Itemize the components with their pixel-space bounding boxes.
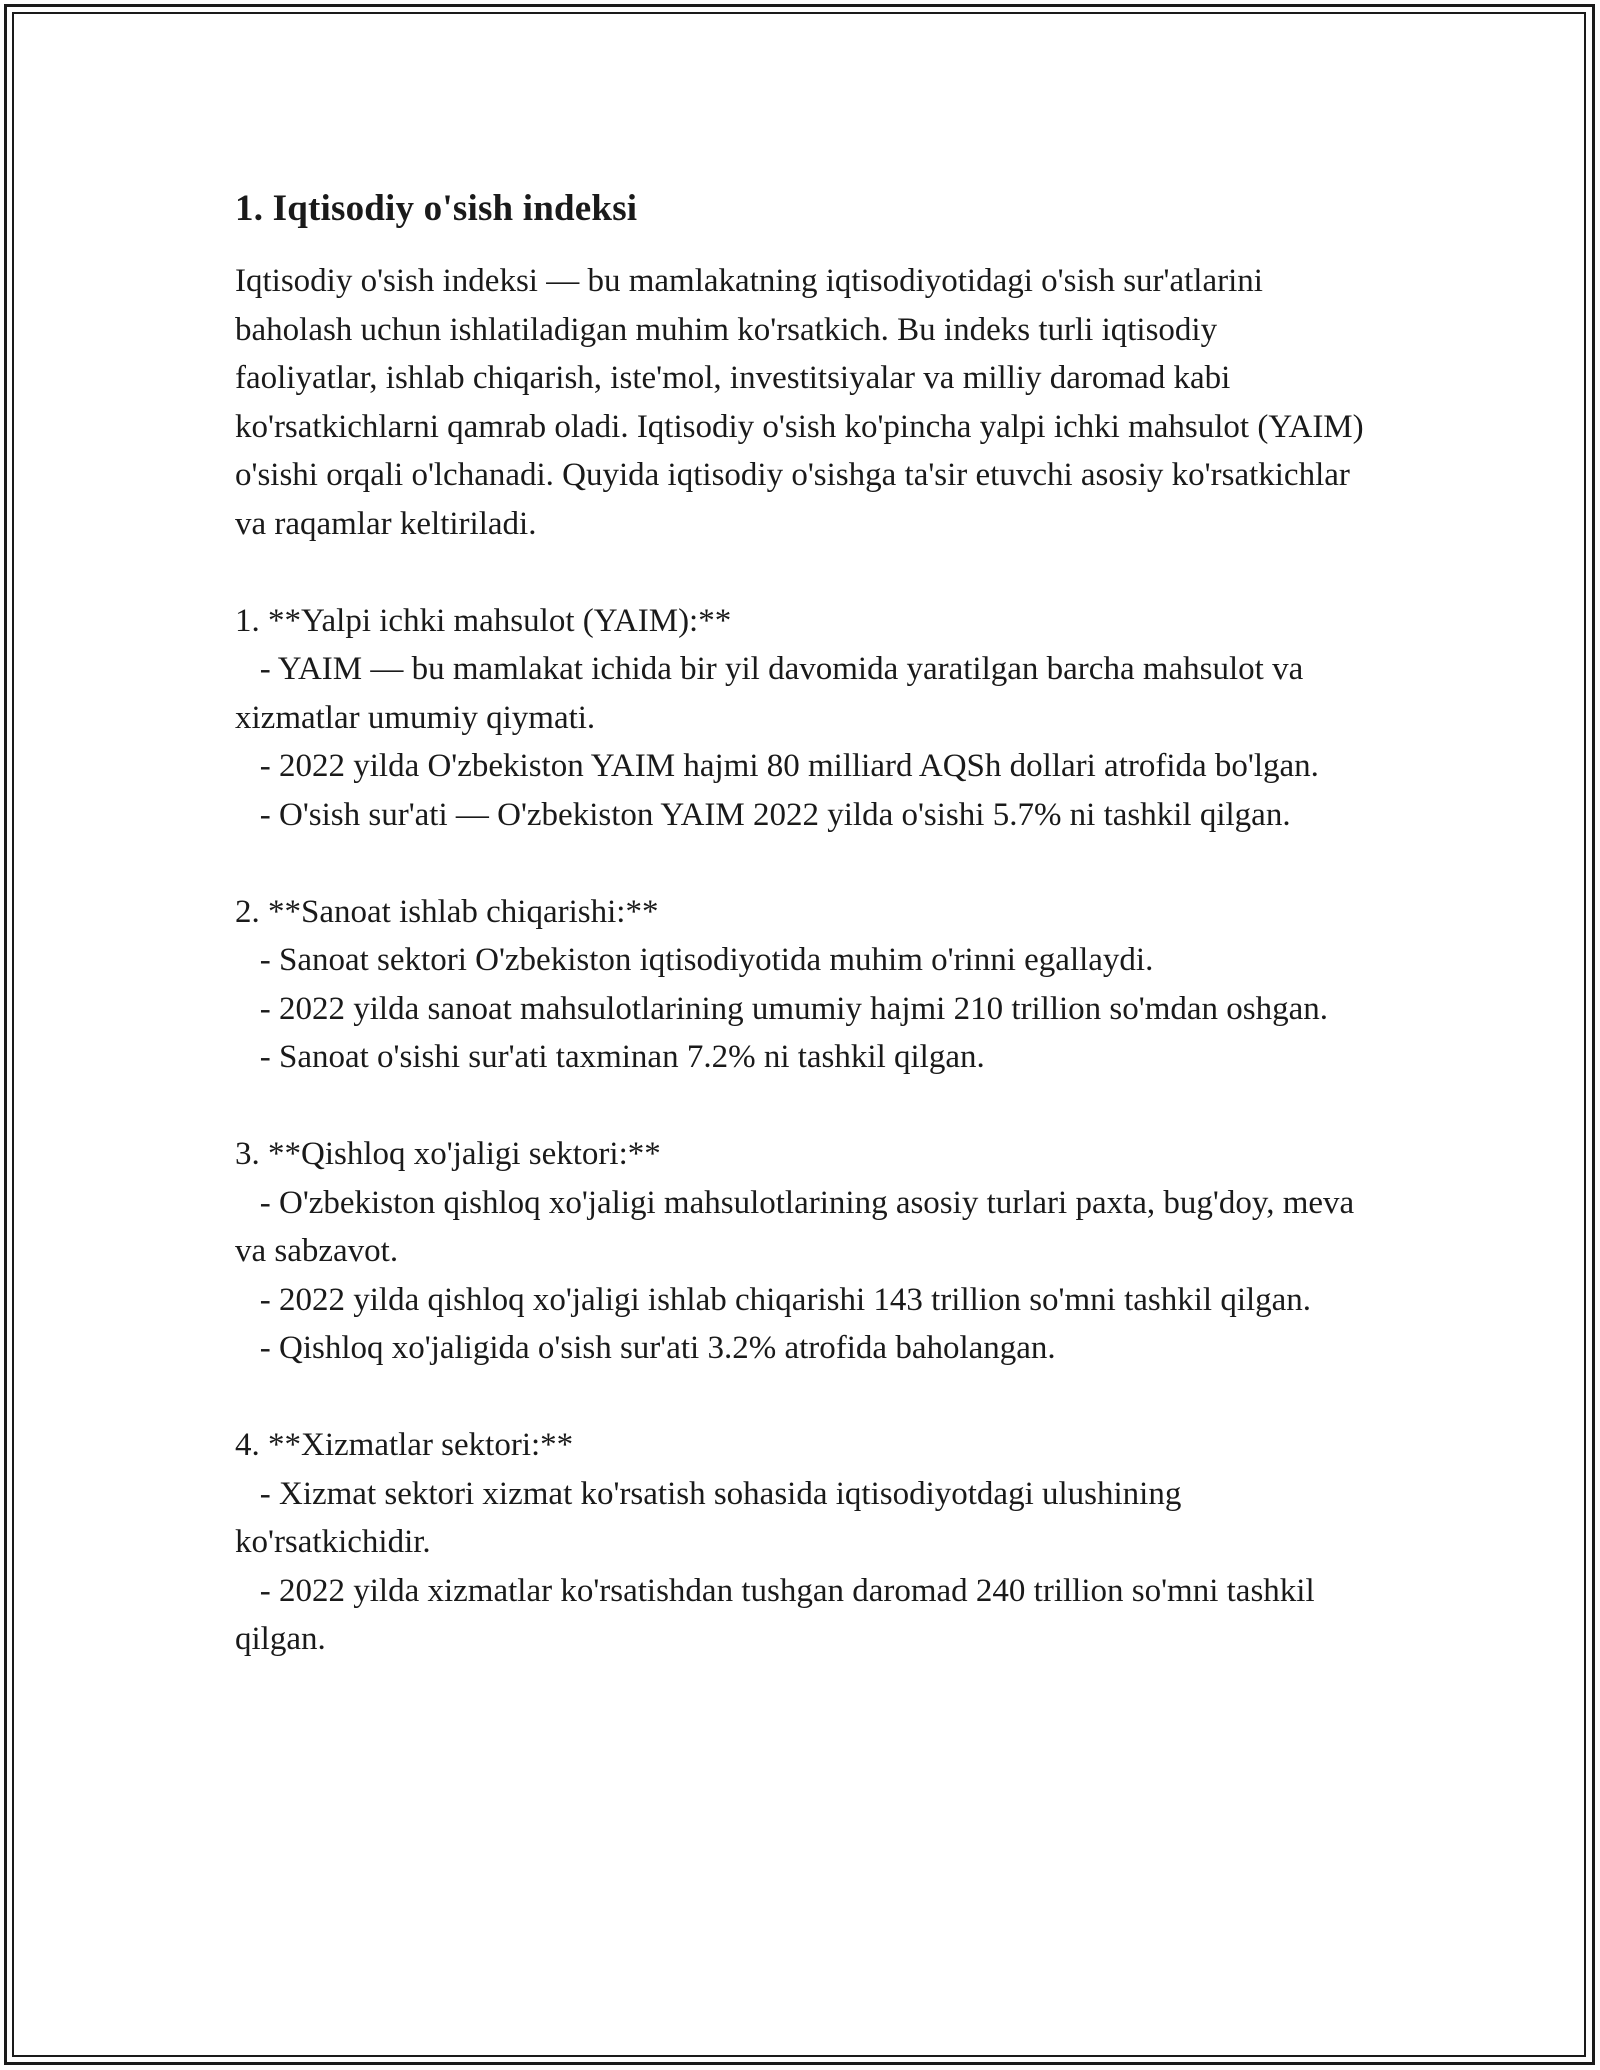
list-item: - 2022 yilda sanoat mahsulotlarining umumiy hajmi 210 trillion so'mdan oshgan. <box>235 990 1328 1027</box>
list-item: - 2022 yilda qishloq xo'jaligi ishlab chiqarishi 143 trillion so'mni tashkil qilgan. <box>235 1281 1312 1318</box>
section-industry <box>235 888 1365 1082</box>
list-item: - 2022 yilda xizmatlar ko'rsatishdan tushgan daromad 240 trillion so'mni tashkil qilgan. <box>235 1572 1323 1657</box>
section-heading: 3. **Qishloq xo'jaligi sektori:** <box>235 1136 661 1172</box>
list-item: - O'zbekiston qishloq xo'jaligi mahsulotlarining asosiy turlari paxta, bug'doy, meva va sabzavot. <box>235 1184 1363 1269</box>
section-agriculture <box>235 1130 1365 1373</box>
section-heading: 1. **Yalpi ichki mahsulot (YAIM):** <box>235 602 732 639</box>
list-item: - Sanoat sektori O'zbekiston iqtisodiyotida muhim o'rinni egallaydi. <box>235 942 1154 978</box>
list-item: - Qishloq xo'jaligida o'sish sur'ati 3.2% atrofida baholangan. <box>235 1330 1056 1366</box>
section-services <box>235 1421 1365 1664</box>
section-heading: 2. **Sanoat ishlab chiqarishi:** <box>235 893 659 930</box>
intro-paragraph: Iqtisodiy o'sish indeksi — bu mamlakatning iqtisodiyotidagi o'sish sur'atlarini baholash uchun ishlatiladigan muhim ko'rsatkich. Bu indeks turli iqtisodiy faoliyatlar, ishlab chiqarish, iste'mol, investitsiyalar va milliy daromad kabi ko'rsatkichlarni qamrab oladi. Iqtisodiy o'sish ko'pincha yalpi ichki mahsulot (YAIM) o'sishi orqali o'lchanadi. Quyida iqtisodiy o'sishga ta'sir etuvchi asosiy ko'rsatkichlar va raqamlar keltiriladi. <box>235 263 1364 542</box>
list-item: - O'sish sur'ati — O'zbekiston YAIM 2022 yilda o'sishi 5.7% ni tashkil qilgan. <box>235 796 1291 833</box>
list-item: - 2022 yilda O'zbekiston YAIM hajmi 80 milliard AQSh dollari atrofida bo'lgan. <box>235 748 1319 784</box>
list-item: - YAIM — bu mamlakat ichida bir yil davomida yaratilgan barcha mahsulot va xizmatlar umumiy qiymati. <box>235 651 1312 736</box>
document-title: 1. Iqtisodiy o'sish indeksi <box>235 188 638 229</box>
section-heading: 4. **Xizmatlar sektori:** <box>235 1427 574 1463</box>
section-gdp <box>235 597 1365 840</box>
document-body <box>235 185 1365 1664</box>
list-item: - Xizmat sektori xizmat ko'rsatish sohasida iqtisodiyotdagi ulushining ko'rsatkichidir. <box>235 1475 1190 1560</box>
list-item: - Sanoat o'sishi sur'ati taxminan 7.2% ni tashkil qilgan. <box>235 1039 985 1075</box>
